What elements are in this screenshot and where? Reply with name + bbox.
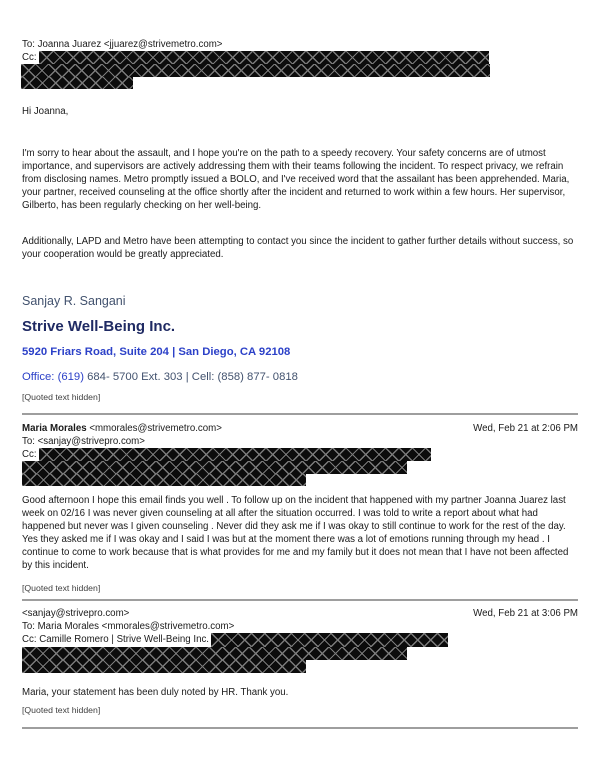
redaction-bar [39,51,489,64]
redaction-bar [21,77,133,89]
signature-office-areacode: (619) [57,371,88,383]
redaction-bar [22,660,306,673]
email-divider [22,727,578,729]
redaction-bar [39,448,431,461]
email-divider [22,599,578,601]
email3-timestamp: Wed, Feb 21 at 3:06 PM [473,608,578,619]
redaction-bar [22,474,306,486]
email1-cc-line [22,51,578,64]
email1-cc-label: Cc: [22,52,37,63]
email3-cc-text: Cc: Camille Romero | Strive Well-Being Inc. [22,634,209,645]
redaction-bar [21,64,490,77]
email-2 [22,422,578,594]
email2-body: Good afternoon I hope this email finds you well . To follow up on the incident that happened with my partner Joanna Juarez last week on 02/16 I was never given counseling at all after the situation occurred. I was told to write a report about what had happened but never was I given counseling . Never did they ask me if I was okay to still continue to work for the rest of the day. Yes they asked me if I was okay and I said I was but at the moment there was a lot of emotions running through my head . I continue to come to work because that is what provides for me and my family but it does not mean that I have not been affected by this incident. [22,495,569,571]
email1-greeting: Hi Joanna, [22,106,69,117]
signature-office-label: Office: [22,371,58,383]
quoted-text-hidden-label: [Quoted text hidden] [22,705,101,715]
email2-from-address: <mmorales@strivemetro.com> [86,423,222,434]
email2-from-name: Maria Morales [22,423,87,434]
email-1 [22,38,578,403]
email1-to-line: To: Joanna Juarez <jjuarez@strivemetro.com> [22,39,223,50]
redaction-bar [22,461,407,474]
email3-header-row [22,607,578,620]
redaction-bar [211,633,448,647]
signature-address: 5920 Friars Road, Suite 204 | San Diego, CA 92108 [22,346,291,358]
email3-to-line: To: Maria Morales <mmorales@strivemetro.com> [22,621,235,632]
email-divider [22,413,578,415]
signature-phone-numbers: 684- 5700 Ext. 303 | Cell: (858) 877- 0818 [87,371,298,383]
email2-header-row [22,422,578,435]
email1-paragraph-2: Additionally, LAPD and Metro have been attempting to contact you since the incident to gather further details without success, so your cooperation would be greatly appreciated. [22,236,574,260]
quoted-text-hidden-label: [Quoted text hidden] [22,583,101,593]
signature-sender-name: Sanjay R. Sangani [22,294,126,308]
email3-cc-line [22,633,578,647]
email3-from-address: <sanjay@strivepro.com> [22,608,130,619]
signature-company-name: Strive Well-Being Inc. [22,318,176,335]
email2-to-line: To: <sanjay@strivepro.com> [22,436,145,447]
email2-from-line [22,422,222,435]
email-3 [22,607,578,716]
redaction-bar [22,647,407,660]
email2-cc-line [22,448,578,461]
signature-phone-line [22,370,578,384]
email2-timestamp: Wed, Feb 21 at 2:06 PM [473,423,578,434]
email2-cc-label: Cc: [22,449,37,460]
email1-paragraph-1: I'm sorry to hear about the assault, and I hope you're on the path to a speedy recovery. Your safety concerns are of utmost importance, and supervisors are actively addressing them with their teams following the incident. To respect privacy, we refrain from disclosing names. Metro promptly issued a BOLO, and I've received word that the assailant has been apprehended. Maria, your partner, received counseling at the office shortly after the incident and returned to work within a few hours. Her supervisor, Gilberto, has been regularly checking on her well-being. [22,148,570,211]
quoted-text-hidden-label: [Quoted text hidden] [22,392,101,402]
email3-body: Maria, your statement has been duly noted by HR. Thank you. [22,687,289,698]
